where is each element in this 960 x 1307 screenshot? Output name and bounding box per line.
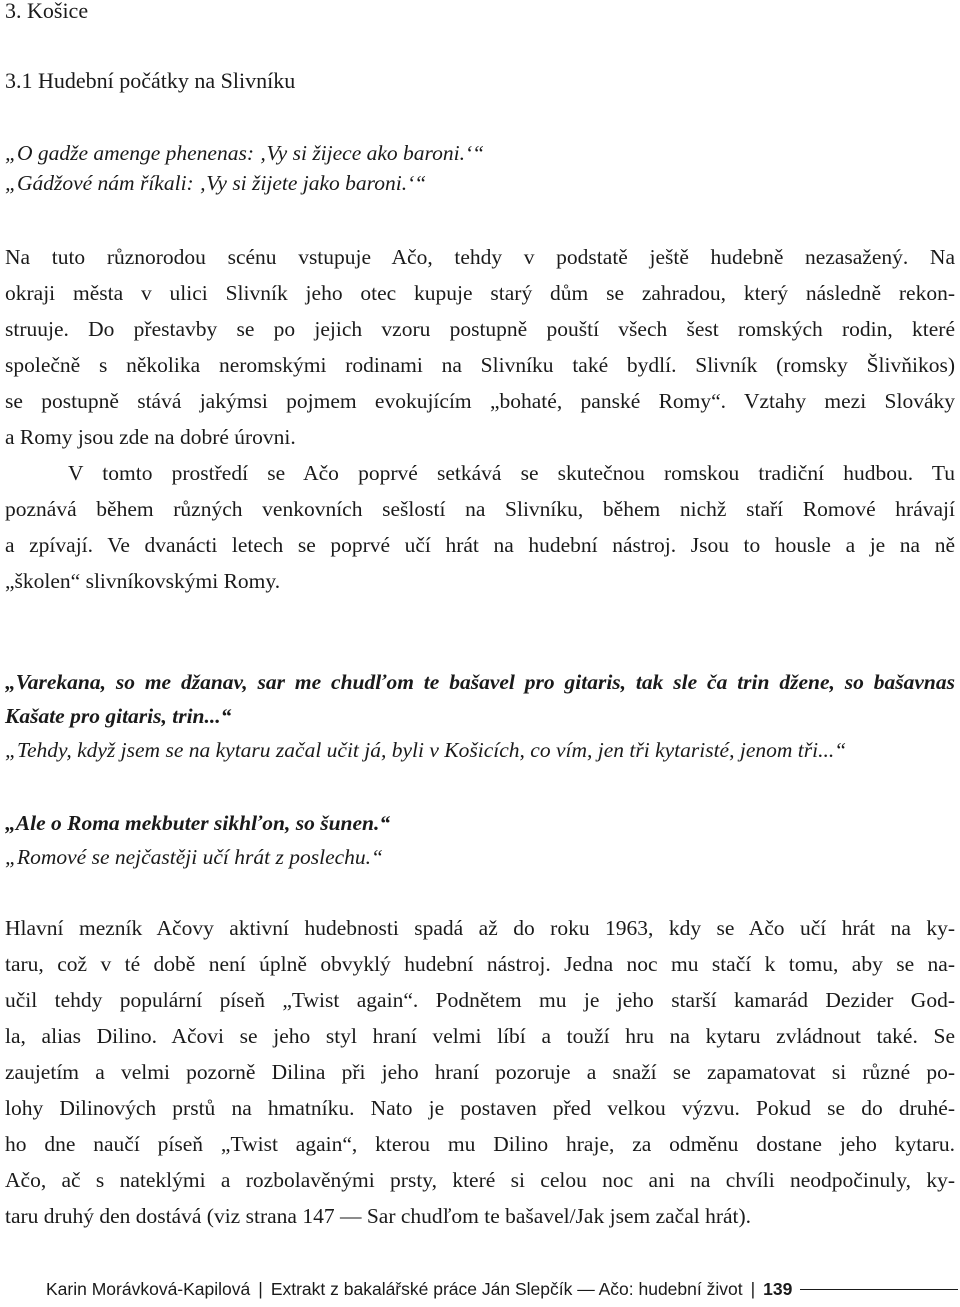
quote-czech-line: „Tehdy, když jsem se na kytaru začal učit já, byli v Košicích, co vím, jen tři kytaristé, jenom tři...“ (5, 738, 847, 762)
epigraph-quote (5, 138, 955, 198)
paragraph-line: se postupně stává jakýmsi pojmem evokujícím „bohaté, panské Romy“. Vztahy mezi Slováky (5, 389, 955, 413)
page-footer (46, 1277, 960, 1301)
paragraph-3 (5, 910, 955, 1234)
footer-author: Karin Morávková-Kapilová (46, 1278, 251, 1299)
paragraph-line: la, alias Dilino. Ačovi se jeho styl hraní velmi líbí a touží hru na kytaru zvládnout také. Se (5, 1024, 955, 1048)
page-number: 139 (763, 1278, 793, 1299)
quote-czech-line: „Gádžové nám říkali: ‚Vy si žijete jako baroni.‘“ (5, 171, 427, 195)
paragraph-line: poznává během různých venkovních sešlostí na Slivníku, během nichž staří Romové hrávají (5, 497, 955, 521)
quote-czech-line: „Romové se nejčastěji učí hrát z poslechu.“ (5, 845, 383, 869)
paragraph-line: taru druhý den dostává (viz strana 147 — Sar chudľom te bašavel/Jak jsem začal hrát). (5, 1204, 752, 1228)
footer-separator: | (750, 1278, 756, 1299)
paragraph-line: struuje. Do přestavby se po jejich vzoru postupně pouští všech šest romských rodin, které (5, 317, 955, 341)
paragraph-line: lohy Dilinových prstů na hmatníku. Nato je postaven před velkou výzvu. Pokud se do druhé- (5, 1096, 955, 1120)
footer-source: Extrakt z bakalářské práce Ján Slepčík — Ačo: hudební život (270, 1278, 743, 1299)
paragraph-line: Na tuto různorodou scénu vstupuje Ačo, tehdy v podstatě ještě hudebně nezasažený. Na (5, 245, 955, 269)
quote-block-guitarists (5, 665, 955, 767)
paragraph-2 (5, 455, 955, 599)
quote-romani-line: „O gadže amenge phenenas: ‚Vy si žijece ako baroni.‘“ (5, 141, 485, 165)
paragraph-line: taru, což v té době není úplně obvyklý hudební nástroj. Jedna noc mu stačí k tomu, aby se na- (5, 952, 955, 976)
section-heading: 3.1 Hudební počátky na Slivníku (5, 68, 296, 93)
chapter-heading: 3. Košice (5, 0, 89, 23)
paragraph-line: „školen“ slivníkovskými Romy. (5, 569, 281, 593)
quote-romani-line: Kašate pro gitaris, trin...“ (5, 704, 232, 728)
footer-separator: | (258, 1278, 263, 1299)
paragraph-line: V tomto prostředí se Ačo poprvé setkává se skutečnou romskou tradiční hudbou. Tu (68, 461, 955, 485)
paragraph-line: Ačo, ač s nateklými a rozbolavěnými prsty, které si celou noc ani na chvíli neodpočinuly, ky- (5, 1168, 955, 1192)
paragraph-line: společně s několika neromskými rodinami na Slivníku také bydlí. Slivník (romsky Šlivňikos) (5, 353, 955, 377)
paragraph-line: zaujetím a velmi pozorně Dilina při jeho hraní pozoruje a snaží se zapamatovat si různé po- (5, 1060, 955, 1084)
paragraph-line: a zpívají. Ve dvanácti letech se poprvé učí hrát na hudební nástroj. Jsou to housle a je na ně (5, 533, 955, 557)
quote-romani-line: „Varekana, so me džanav, sar me chudľom te bašavel pro gitaris, tak sle ča trin džene, so bašavnas (5, 670, 955, 694)
footer-rule (800, 1289, 958, 1290)
paragraph-line: a Romy jsou zde na dobré úrovni. (5, 425, 296, 449)
paragraph-line: okraji města v ulici Slivník jeho otec kupuje starý dům se zahradou, který následně rekon- (5, 281, 955, 305)
quote-romani-line: „Ale o Roma mekbuter sikhľon, so šunen.“ (5, 811, 391, 835)
paragraph-line: ho dne naučí píseň „Twist again“, kterou mu Dilino hraje, za odměnu dostane jeho kytaru. (5, 1132, 955, 1156)
paragraph-line: učil tehdy populární píseň „Twist again“. Podnětem mu je jeho starší kamarád Dezider God- (5, 988, 955, 1012)
paragraph-1 (5, 239, 955, 455)
paragraph-line: Hlavní mezník Ačovy aktivní hudebnosti spadá až do roku 1963, kdy se Ačo učí hrát na ky- (5, 916, 955, 940)
quote-block-listening (5, 806, 955, 874)
